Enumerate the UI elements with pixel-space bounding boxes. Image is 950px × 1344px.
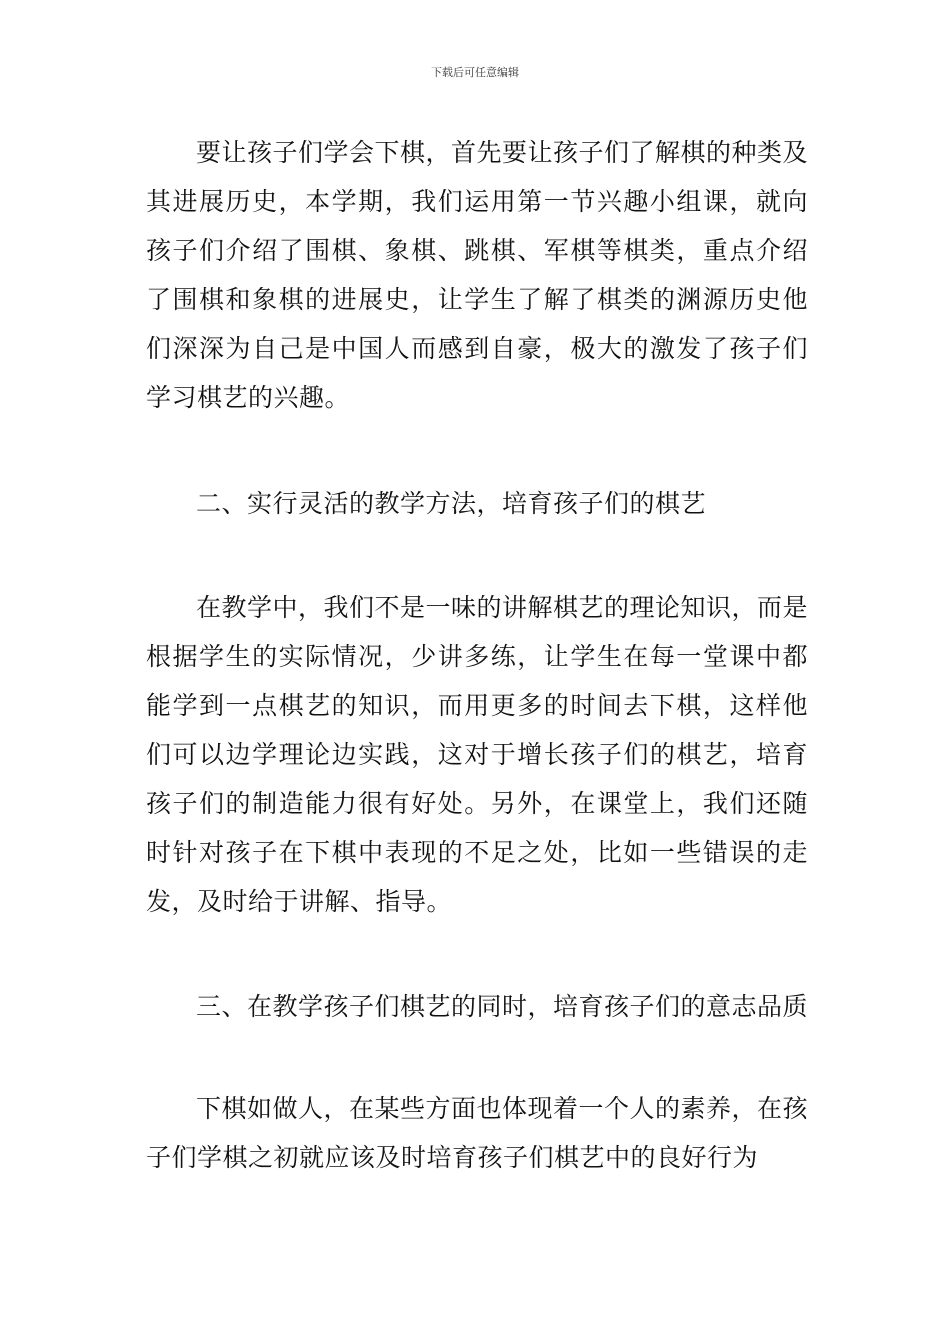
paragraph-teaching-method: 在教学中，我们不是一味的讲解棋艺的理论知识，而是根据学生的实际情况，少讲多练，让学生在每一堂课中都能学到一点棋艺的知识，而用更多的时间去下棋，这样他们可以边学理论边实践，这对于增长孩子们的棋艺，培育孩子们的制造能力很有好处。另外，在课堂上，我们还随时针对孩子在下棋中表现的不足之处，比如一些错误的走发，及时给于讲解、指导。 [146, 593, 809, 916]
spacer [146, 422, 808, 479]
spacer [146, 926, 808, 982]
paragraph-intro: 要让孩子们学会下棋，首先要让孩子们了解棋的种类及其进展历史，本学期，我们运用第一节兴趣小组课，就向孩子们介绍了围棋、象棋、跳棋、军棋等棋类，重点介绍了围棋和象棋的进展史，让学生了解了棋类的渊源历史他们深深为自己是中国人而感到自豪，极大的激发了孩子们学习棋艺的兴趣。 [146, 138, 809, 412]
spacer [146, 1031, 808, 1084]
section-heading-three: 三、在教学孩子们棋艺的同时，培育孩子们的意志品质 [196, 992, 809, 1021]
paragraph-character: 下棋如做人，在某些方面也体现着一个人的素养，在孩子们学棋之初就应该及时培育孩子们棋艺中的良好行为 [146, 1094, 809, 1172]
spacer [146, 528, 808, 583]
document-body [146, 128, 808, 1182]
section-heading-two: 二、实行灵活的教学方法，培育孩子们的棋艺 [196, 489, 707, 518]
page-header-note: 下载后可任意编辑 [431, 66, 519, 79]
